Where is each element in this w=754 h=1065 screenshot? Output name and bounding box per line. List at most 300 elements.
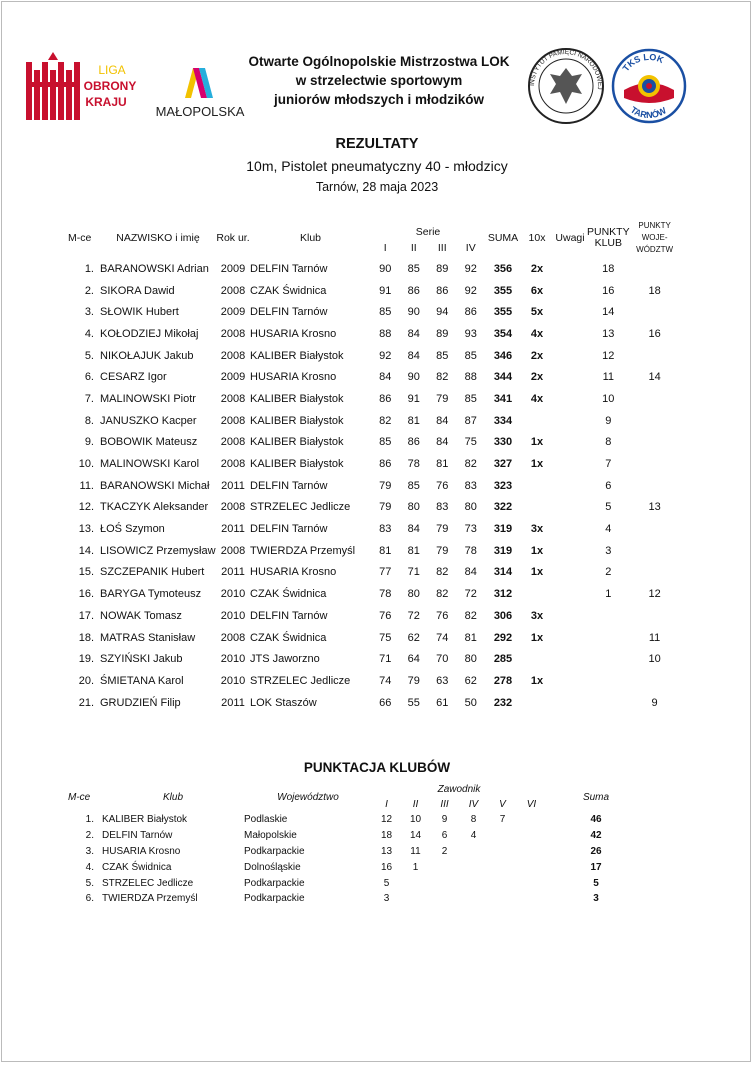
cell-club: KALIBER Białystok	[250, 436, 344, 449]
clubs-col-z4: IV	[468, 798, 479, 810]
cell-series-2: 64	[407, 653, 420, 666]
cell-points-region	[630, 258, 680, 280]
cell-series-3: 76	[436, 609, 449, 622]
cell-10x	[521, 692, 553, 714]
cell-sum: 346	[493, 349, 513, 362]
cell-sum: 334	[493, 414, 513, 427]
cell-competitor-2	[401, 875, 430, 891]
cell-club: DELFIN Tarnów	[250, 609, 328, 622]
cell-sum: 292	[493, 631, 513, 644]
cell-series-4: 88	[464, 371, 477, 384]
cell-pos: 17.	[78, 609, 94, 622]
cell-points-club: 9	[605, 414, 612, 427]
cell-10x: 3x	[530, 609, 544, 622]
cell-year: 2010	[220, 588, 246, 601]
cell-points-region: 13	[648, 501, 661, 514]
cell-competitor-4	[459, 859, 488, 875]
col-points-region-l3: WÓDZTW	[636, 245, 674, 254]
cell-name: JANUSZKO Kacper	[100, 414, 197, 427]
cell-notes	[553, 605, 587, 627]
cell-pos: 2.	[84, 284, 94, 297]
cell-points-club: 3	[605, 544, 612, 557]
liga-text-3: KRAJU	[85, 95, 127, 109]
cell-sum: 314	[493, 566, 513, 579]
col-year: Rok ur.	[216, 232, 250, 244]
cell-sum: 3	[593, 893, 599, 905]
table-row	[68, 875, 646, 891]
cell-series-4: 85	[464, 392, 477, 405]
cell-region: Dolnośląskie	[244, 861, 301, 873]
cell-sum: 355	[493, 284, 513, 297]
cell-series-2: 81	[407, 414, 420, 427]
cell-year: 2008	[220, 284, 246, 297]
cell-year: 2010	[220, 653, 246, 666]
cell-notes	[553, 453, 587, 475]
cell-sum: 344	[493, 371, 513, 384]
cell-club: STRZELEC Jedlicze	[250, 501, 351, 514]
cell-name: MALINOWSKI Karol	[100, 458, 200, 471]
cell-points-club	[587, 670, 630, 692]
cell-series-2: 84	[407, 349, 420, 362]
cell-competitor-1: 13	[380, 845, 393, 857]
col-s3: III	[437, 242, 447, 254]
table-row	[68, 844, 646, 860]
cell-club: DELFIN Tarnów	[250, 306, 328, 319]
col-points-club-l1: PUNKTY	[587, 226, 630, 238]
cell-club: KALIBER Białystok	[250, 458, 344, 471]
col-10x: 10x	[528, 232, 546, 244]
cell-points-club: 5	[605, 501, 612, 514]
cell-series-2: 55	[407, 696, 420, 709]
cell-points-region	[630, 475, 680, 497]
results-heading: REZULTATY	[335, 136, 419, 152]
cell-series-2: 91	[407, 392, 420, 405]
cell-club: DELFIN Tarnów	[250, 262, 328, 275]
table-row	[68, 518, 680, 540]
cell-competitor-5	[488, 875, 517, 891]
cell-10x: 1x	[530, 631, 544, 644]
clubs-col-z3: III	[440, 798, 449, 810]
cell-points-region: 16	[648, 327, 661, 340]
cell-sum: 17	[590, 861, 602, 873]
cell-pos: 18.	[78, 631, 94, 644]
cell-points-club: 6	[605, 479, 612, 492]
cell-year: 2008	[220, 392, 246, 405]
cell-club: JTS Jaworzno	[250, 653, 320, 666]
cell-points-club	[587, 605, 630, 627]
cell-sum: 322	[493, 501, 513, 514]
cell-name: SZYIŃSKI Jakub	[100, 653, 183, 666]
cell-series-3: 81	[436, 458, 449, 471]
col-points-region-l1: PUNKTY	[638, 221, 671, 230]
cell-series-3: 63	[436, 674, 449, 687]
cell-series-1: 85	[379, 436, 392, 449]
event-title-line-3: juniorów młodszych i młodzików	[273, 92, 484, 107]
cell-points-region	[630, 301, 680, 323]
cell-series-1: 85	[379, 306, 392, 319]
table-row	[68, 648, 680, 670]
table-row	[68, 258, 680, 280]
cell-competitor-5: 7	[499, 814, 506, 826]
cell-name: BOBOWIK Mateusz	[100, 436, 198, 449]
cell-series-2: 85	[407, 262, 420, 275]
cell-notes	[553, 280, 587, 302]
table-row	[68, 410, 680, 432]
cell-competitor-3: 2	[441, 845, 448, 857]
col-name: NAZWISKO i imię	[116, 232, 200, 244]
cell-points-club: 2	[605, 566, 612, 579]
col-points-club	[587, 218, 630, 258]
cell-series-2: 79	[407, 674, 420, 687]
cell-points-region: 10	[648, 653, 661, 666]
table-row	[68, 562, 680, 584]
cell-10x	[521, 497, 553, 519]
cell-region: Podkarpackie	[244, 877, 305, 889]
cell-points-region	[630, 410, 680, 432]
cell-competitor-1: 16	[380, 861, 393, 873]
liga-obrony-kraju-logo	[22, 52, 142, 122]
cell-name: ŚMIETANA Karol	[100, 674, 184, 687]
cell-series-1: 79	[379, 501, 392, 514]
cell-competitor-3	[430, 859, 459, 875]
cell-pos: 5.	[85, 877, 94, 889]
cell-series-2: 90	[407, 371, 420, 384]
cell-pos: 4.	[84, 327, 94, 340]
results-table	[68, 218, 680, 713]
cell-points-club: 18	[602, 262, 615, 275]
cell-series-2: 84	[407, 327, 420, 340]
cell-series-3: 61	[436, 696, 449, 709]
cell-notes	[553, 540, 587, 562]
table-row	[68, 280, 680, 302]
table-row	[68, 540, 680, 562]
cell-series-4: 85	[464, 349, 477, 362]
cell-competitor-6	[517, 844, 546, 860]
cell-sum: 356	[493, 262, 513, 275]
cell-10x: 1x	[530, 436, 544, 449]
cell-competitor-6	[517, 875, 546, 891]
cell-series-1: 76	[379, 609, 392, 622]
cell-series-3: 84	[436, 436, 449, 449]
col-sum: SUMA	[487, 232, 519, 244]
cell-points-club: 4	[605, 523, 612, 536]
cell-competitor-5	[488, 844, 517, 860]
cell-points-region: 14	[648, 371, 661, 384]
cell-competitor-6	[517, 812, 546, 828]
cell-points-region	[630, 345, 680, 367]
clubs-heading: PUNKTACJA KLUBÓW	[303, 760, 451, 775]
cell-points-region	[630, 388, 680, 410]
cell-name: BARANOWSKI Adrian	[100, 262, 209, 275]
cell-pos: 12.	[78, 501, 94, 514]
competition-subtitle: 10m, Pistolet pneumatyczny 40 - młodzicy	[246, 158, 508, 174]
cell-name: BARYGA Tymoteusz	[100, 588, 202, 601]
cell-sum: 319	[493, 523, 513, 536]
cell-series-1: 75	[379, 631, 392, 644]
cell-competitor-4	[459, 891, 488, 907]
event-title	[234, 52, 524, 109]
cell-name: ŁOŚ Szymon	[100, 523, 165, 536]
cell-series-2: 78	[407, 458, 420, 471]
cell-competitor-2: 11	[410, 845, 421, 857]
liga-text-2: OBRONY	[83, 79, 137, 93]
cell-year: 2008	[220, 544, 246, 557]
cell-club: KALIBER Białystok	[250, 349, 344, 362]
liga-emblem-icon	[22, 52, 142, 122]
cell-10x: 1x	[530, 458, 544, 471]
cell-10x	[521, 648, 553, 670]
cell-pos: 6.	[84, 371, 94, 384]
cell-year: 2008	[220, 327, 246, 340]
cell-series-4: 78	[464, 544, 477, 557]
cell-competitor-5	[488, 828, 517, 844]
cell-series-3: 79	[436, 392, 449, 405]
cell-competitor-6	[517, 859, 546, 875]
cell-series-1: 86	[379, 458, 392, 471]
cell-club: STRZELEC Jedlicze	[250, 674, 351, 687]
cell-series-1: 74	[379, 674, 392, 687]
cell-sum: 354	[493, 327, 513, 340]
col-s1: I	[383, 242, 387, 254]
cell-pos: 20.	[78, 674, 94, 687]
cell-series-2: 72	[407, 609, 420, 622]
cell-name: NIKOŁAJUK Jakub	[100, 349, 194, 362]
cell-series-3: 79	[436, 544, 449, 557]
cell-points-club: 12	[602, 349, 615, 362]
cell-series-2: 80	[407, 588, 420, 601]
cell-pos: 15.	[78, 566, 94, 579]
cell-notes	[553, 692, 587, 714]
clubs-table	[68, 783, 646, 907]
cell-10x	[521, 410, 553, 432]
cell-competitor-6	[517, 828, 546, 844]
cell-10x: 1x	[530, 544, 544, 557]
cell-series-4: 81	[464, 631, 477, 644]
cell-year: 2008	[220, 349, 246, 362]
table-row	[68, 345, 680, 367]
cell-pos: 10.	[78, 458, 94, 471]
cell-series-2: 84	[407, 523, 420, 536]
cell-points-region	[630, 670, 680, 692]
cell-name: MATRAS Stanisław	[100, 631, 196, 644]
cell-series-4: 87	[464, 414, 477, 427]
cell-points-club: 8	[605, 436, 612, 449]
cell-name: SZCZEPANIK Hubert	[100, 566, 205, 579]
cell-notes	[553, 432, 587, 454]
cell-club: STRZELEC Jedlicze	[102, 877, 194, 889]
cell-10x: 2x	[530, 262, 544, 275]
cell-series-4: 80	[464, 653, 477, 666]
cell-points-club: 7	[605, 458, 612, 471]
cell-sum: 330	[493, 436, 513, 449]
col-pos: M-ce	[68, 232, 92, 244]
ipn-eagle-icon	[526, 46, 606, 126]
cell-10x: 4x	[530, 327, 544, 340]
cell-competitor-4	[459, 844, 488, 860]
table-row	[68, 859, 646, 875]
cell-year: 2010	[220, 674, 246, 687]
results-body	[68, 258, 680, 713]
cell-sum: 46	[590, 814, 602, 826]
col-s2: II	[410, 242, 417, 254]
cell-year: 2008	[220, 631, 246, 644]
table-row	[68, 475, 680, 497]
cell-competitor-3: 6	[441, 830, 448, 842]
cell-club: CZAK Świdnica	[102, 861, 172, 873]
cell-10x: 1x	[530, 566, 544, 579]
cell-10x: 6x	[530, 284, 544, 297]
cell-competitor-5	[488, 891, 517, 907]
col-club: Klub	[299, 232, 321, 244]
table-row	[68, 670, 680, 692]
cell-series-3: 85	[436, 349, 449, 362]
cell-year: 2009	[220, 306, 246, 319]
clubs-body	[68, 812, 646, 907]
cell-series-3: 79	[436, 523, 449, 536]
cell-name: KOŁODZIEJ Mikołaj	[100, 327, 199, 340]
cell-sum: 327	[493, 458, 513, 471]
cell-10x	[521, 583, 553, 605]
cell-year: 2011	[221, 566, 245, 579]
cell-points-club: 10	[602, 392, 615, 405]
table-row	[68, 497, 680, 519]
cell-10x: 2x	[530, 349, 544, 362]
cell-points-club: 11	[602, 371, 614, 384]
cell-sum: 341	[493, 392, 513, 405]
cell-year: 2008	[220, 414, 246, 427]
cell-competitor-5	[488, 859, 517, 875]
cell-series-3: 70	[436, 653, 449, 666]
cell-competitor-3	[430, 891, 459, 907]
cell-region: Podkarpackie	[244, 893, 305, 905]
cell-10x	[521, 475, 553, 497]
cell-points-region	[630, 518, 680, 540]
cell-competitor-2	[401, 891, 430, 907]
tks-lok-seal	[610, 46, 688, 126]
cell-pos: 19.	[78, 653, 94, 666]
cell-name: SŁOWIK Hubert	[100, 306, 179, 319]
cell-series-4: 73	[464, 523, 477, 536]
cell-pos: 6.	[85, 893, 94, 905]
cell-sum: 285	[493, 653, 513, 666]
cell-year: 2011	[221, 479, 245, 492]
cell-competitor-2: 14	[409, 830, 422, 842]
clubs-col-z1: I	[385, 798, 388, 810]
place-date: Tarnów, 28 maja 2023	[315, 180, 439, 194]
cell-notes	[553, 670, 587, 692]
table-row	[68, 812, 646, 828]
cell-competitor-2: 10	[409, 814, 422, 826]
cell-notes	[553, 475, 587, 497]
cell-notes	[553, 301, 587, 323]
cell-series-3: 74	[436, 631, 449, 644]
cell-region: Małopolskie	[244, 830, 297, 842]
cell-club: HUSARIA Krosno	[250, 327, 337, 340]
cell-series-2: 90	[407, 306, 420, 319]
cell-pos: 1.	[84, 262, 94, 275]
cell-sum: 319	[493, 544, 513, 557]
cell-club: HUSARIA Krosno	[250, 371, 337, 384]
cell-competitor-1: 3	[383, 893, 390, 905]
event-title-line-1: Otwarte Ogólnopolskie Mistrzostwa LOK	[248, 54, 510, 69]
clubs-col-pos: M-ce	[68, 792, 91, 803]
clubs-col-zawodnik: Zawodnik	[437, 784, 481, 795]
cell-points-region: 11	[648, 631, 661, 644]
cell-notes	[553, 583, 587, 605]
cell-series-1: 90	[379, 262, 392, 275]
cell-points-club: 13	[602, 327, 615, 340]
cell-sum: 42	[590, 830, 602, 842]
table-row	[68, 828, 646, 844]
svg-text:TKS LOK	[621, 52, 666, 73]
cell-competitor-6	[517, 891, 546, 907]
cell-series-1: 83	[379, 523, 392, 536]
cell-name: CESARZ Igor	[100, 371, 167, 384]
cell-points-club: 16	[602, 284, 615, 297]
table-row	[68, 388, 680, 410]
cell-competitor-4: 8	[470, 814, 477, 826]
table-row	[68, 627, 680, 649]
cell-competitor-2: 1	[412, 861, 419, 873]
cell-competitor-1: 5	[383, 877, 390, 889]
cell-series-2: 86	[407, 436, 420, 449]
table-row	[68, 323, 680, 345]
cell-competitor-4: 4	[470, 830, 477, 842]
cell-club: DELFIN Tarnów	[250, 523, 328, 536]
cell-pos: 1.	[85, 814, 94, 826]
cell-series-1: 91	[379, 284, 392, 297]
tks-top-text: TKS LOK	[620, 51, 666, 74]
cell-series-2: 62	[407, 631, 420, 644]
cell-competitor-1: 18	[380, 830, 393, 842]
cell-points-club: 14	[602, 306, 615, 319]
cell-year: 2008	[220, 458, 246, 471]
cell-sum: 312	[493, 588, 513, 601]
cell-series-1: 86	[379, 392, 392, 405]
cell-series-1: 92	[379, 349, 392, 362]
cell-series-2: 80	[407, 501, 420, 514]
cell-sum: 5	[593, 877, 599, 889]
cell-10x: 3x	[530, 523, 544, 536]
cell-series-4: 86	[464, 306, 477, 319]
cell-name: NOWAK Tomasz	[100, 609, 182, 622]
cell-series-3: 84	[436, 414, 449, 427]
cell-series-3: 82	[436, 566, 449, 579]
cell-notes	[553, 627, 587, 649]
cell-series-1: 88	[379, 327, 392, 340]
col-points-club-l2: KLUB	[594, 237, 623, 249]
cell-series-1: 84	[379, 371, 392, 384]
cell-series-1: 66	[379, 696, 392, 709]
cell-sum: 232	[493, 696, 513, 709]
cell-series-4: 92	[464, 262, 477, 275]
cell-10x: 1x	[530, 674, 544, 687]
cell-series-3: 82	[436, 588, 449, 601]
col-points-region	[630, 218, 680, 258]
cell-sum: 355	[493, 306, 513, 319]
cell-points-region	[630, 432, 680, 454]
cell-points-region: 9	[651, 696, 658, 709]
clubs-col-z5: V	[499, 798, 506, 810]
cell-name: SIKORA Dawid	[100, 284, 175, 297]
cell-notes	[553, 323, 587, 345]
cell-series-1: 81	[379, 544, 392, 557]
malopolska-text: MAŁOPOLSKA	[155, 104, 245, 119]
liga-text-1: LIGA	[98, 63, 126, 77]
cell-club: DELFIN Tarnów	[102, 830, 173, 842]
cell-club: CZAK Świdnica	[250, 588, 327, 601]
cell-series-3: 83	[436, 501, 449, 514]
